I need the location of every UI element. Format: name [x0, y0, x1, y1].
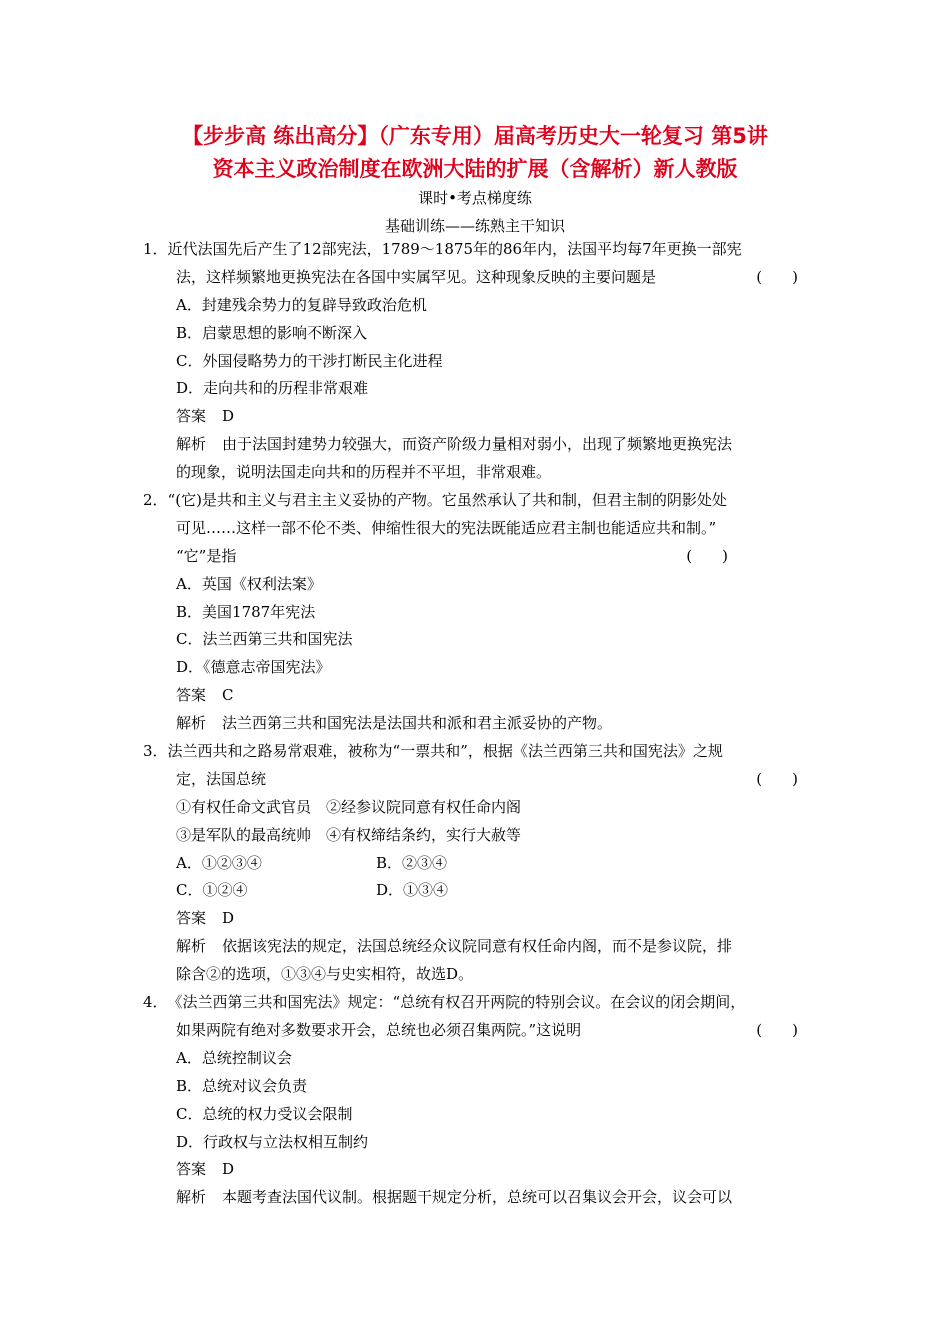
analysis-text: 由于法国封建势力较强大，而资产阶级力量相对弱小，出现了频繁地更换宪法 — [222, 435, 733, 454]
answer-blank: ( ) — [756, 1020, 798, 1039]
q2-analysis-1 — [143, 710, 818, 738]
question-list — [143, 236, 818, 1212]
q4-option-b: B．总统对议会负责 — [176, 1076, 308, 1095]
analysis-text: 依据该宪法的规定，法国总统经众议院同意有权任命内阁，而不是参议院，排 — [222, 937, 733, 956]
q1-option-d: D．走向共和的历程非常艰难 — [176, 379, 369, 398]
answer-value: C — [222, 686, 234, 705]
q1-stem-2: 法，这样频繁地更换宪法在各国中实属罕见。这种现象反映的主要问题是 — [176, 267, 657, 286]
q1-option-c: C．外国侵略势力的干涉打断民主化进程 — [176, 351, 443, 370]
question-number: 3． — [143, 742, 168, 761]
q3-items-2: ③是军队的最高统帅 ④有权缔结条约，实行大赦等 — [176, 825, 522, 844]
answer-blank: ( ) — [686, 546, 728, 565]
q3-option-c: C．①②④ — [176, 881, 248, 900]
answer-value: D — [222, 909, 235, 928]
q1-analysis-1 — [143, 431, 818, 459]
q2-option-a: A．英国《权利法案》 — [176, 574, 322, 593]
q3-line2 — [143, 766, 818, 794]
q3-option-d: D．①③④ — [376, 881, 449, 900]
document-title-line2: 资本主义政治制度在欧洲大陆的扩展（含解析）新人教版 — [212, 157, 738, 181]
q2-line2: 可见……这样一部不伦不类、伸缩性很大的宪法既能适应君主制也能适应共和制。” — [176, 518, 717, 537]
analysis-label: 解析 — [176, 435, 207, 454]
q3-stem-1: 法兰西共和之路易常艰难，被称为“一票共和”，根据《法兰西第三共和国宪法》之规 — [167, 742, 723, 761]
answer-label: 答案 — [176, 909, 207, 928]
document-title-line1: 【步步高 练出高分】（广东专用）届高考历史大一轮复习 第5讲 — [182, 124, 768, 148]
q3-option-b: B．②③④ — [376, 853, 448, 872]
q2-stem-3: “它”是指 — [176, 546, 237, 565]
answer-label: 答案 — [176, 407, 207, 426]
q2-option-b: B．美国1787年宪法 — [176, 602, 316, 621]
q4-option-c: C．总统的权力受议会限制 — [176, 1104, 353, 1123]
q2-line1 — [143, 487, 818, 515]
question-number: 1． — [143, 240, 168, 258]
q2-option-d: D．《德意志帝国宪法》 — [176, 658, 331, 677]
q1-stem-1: 近代法国先后产生了12部宪法，1789～1875年的86年内，法国平均每7年更换一部宪 — [167, 240, 742, 258]
q4-stem-1: 《法兰西第三共和国宪法》规定：“总统有权召开两院的特别会议。在会议的闭会期间， — [167, 993, 746, 1012]
q2-option-c: C．法兰西第三共和国宪法 — [176, 630, 353, 649]
answer-blank: ( ) — [756, 267, 798, 286]
question-number: 4． — [143, 993, 168, 1012]
q2-answer — [143, 682, 818, 710]
q1-option-b: B．启蒙思想的影响不断深入 — [176, 323, 368, 342]
q4-line2 — [143, 1017, 818, 1045]
q2-line3 — [143, 543, 818, 571]
q1-analysis-2: 的现象，说明法国走向共和的历程并不平坦，非常艰难。 — [176, 463, 552, 482]
document-subtitle: 课时•考点梯度练 — [418, 189, 532, 207]
q3-answer — [143, 905, 818, 933]
analysis-label: 解析 — [176, 714, 207, 733]
q3-analysis-1 — [143, 933, 818, 961]
q3-analysis-2: 除含②的选项，①③④与史实相符，故选D。 — [176, 965, 474, 984]
q4-stem-2: 如果两院有绝对多数要求开会，总统也必须召集两院。”这说明 — [176, 1020, 582, 1039]
q4-option-a: A．总统控制议会 — [176, 1048, 292, 1067]
answer-value: D — [222, 1160, 235, 1179]
analysis-text: 本题考查法国代议制。根据题干规定分析，总统可以召集议会开会，议会可以 — [222, 1188, 733, 1207]
analysis-label: 解析 — [176, 937, 207, 956]
question-number: 2． — [143, 491, 168, 510]
q3-stem-2: 定，法国总统 — [176, 769, 267, 788]
q3-items-1: ①有权任命文武官员 ②经参议院同意有权任命内阁 — [176, 797, 522, 816]
q4-line1 — [143, 989, 818, 1017]
answer-label: 答案 — [176, 686, 207, 705]
q4-option-d: D．行政权与立法权相互制约 — [176, 1132, 369, 1151]
q1-line2 — [143, 264, 818, 292]
q3-options-ab — [143, 850, 818, 878]
answer-value: D — [222, 407, 235, 426]
q3-line1 — [143, 738, 818, 766]
q1-option-a: A．封建残余势力的复辟导致政治危机 — [176, 295, 427, 314]
section-heading: 基础训练——练熟主干知识 — [384, 217, 565, 235]
q2-stem-1: “(它)是共和主义与君主主义妥协的产物。它虽然承认了共和制，但君主制的阴影处处 — [167, 491, 727, 510]
q4-analysis-1 — [143, 1184, 818, 1212]
q4-answer — [143, 1156, 818, 1184]
analysis-label: 解析 — [176, 1188, 207, 1207]
analysis-text: 法兰西第三共和国宪法是法国共和派和君主派妥协的产物。 — [222, 714, 613, 733]
q3-options-cd — [143, 877, 818, 905]
q3-option-a: A．①②③④ — [176, 853, 262, 872]
answer-label: 答案 — [176, 1160, 207, 1179]
answer-blank: ( ) — [756, 769, 798, 788]
q1-answer — [143, 403, 818, 431]
q1-line1 — [143, 236, 818, 264]
